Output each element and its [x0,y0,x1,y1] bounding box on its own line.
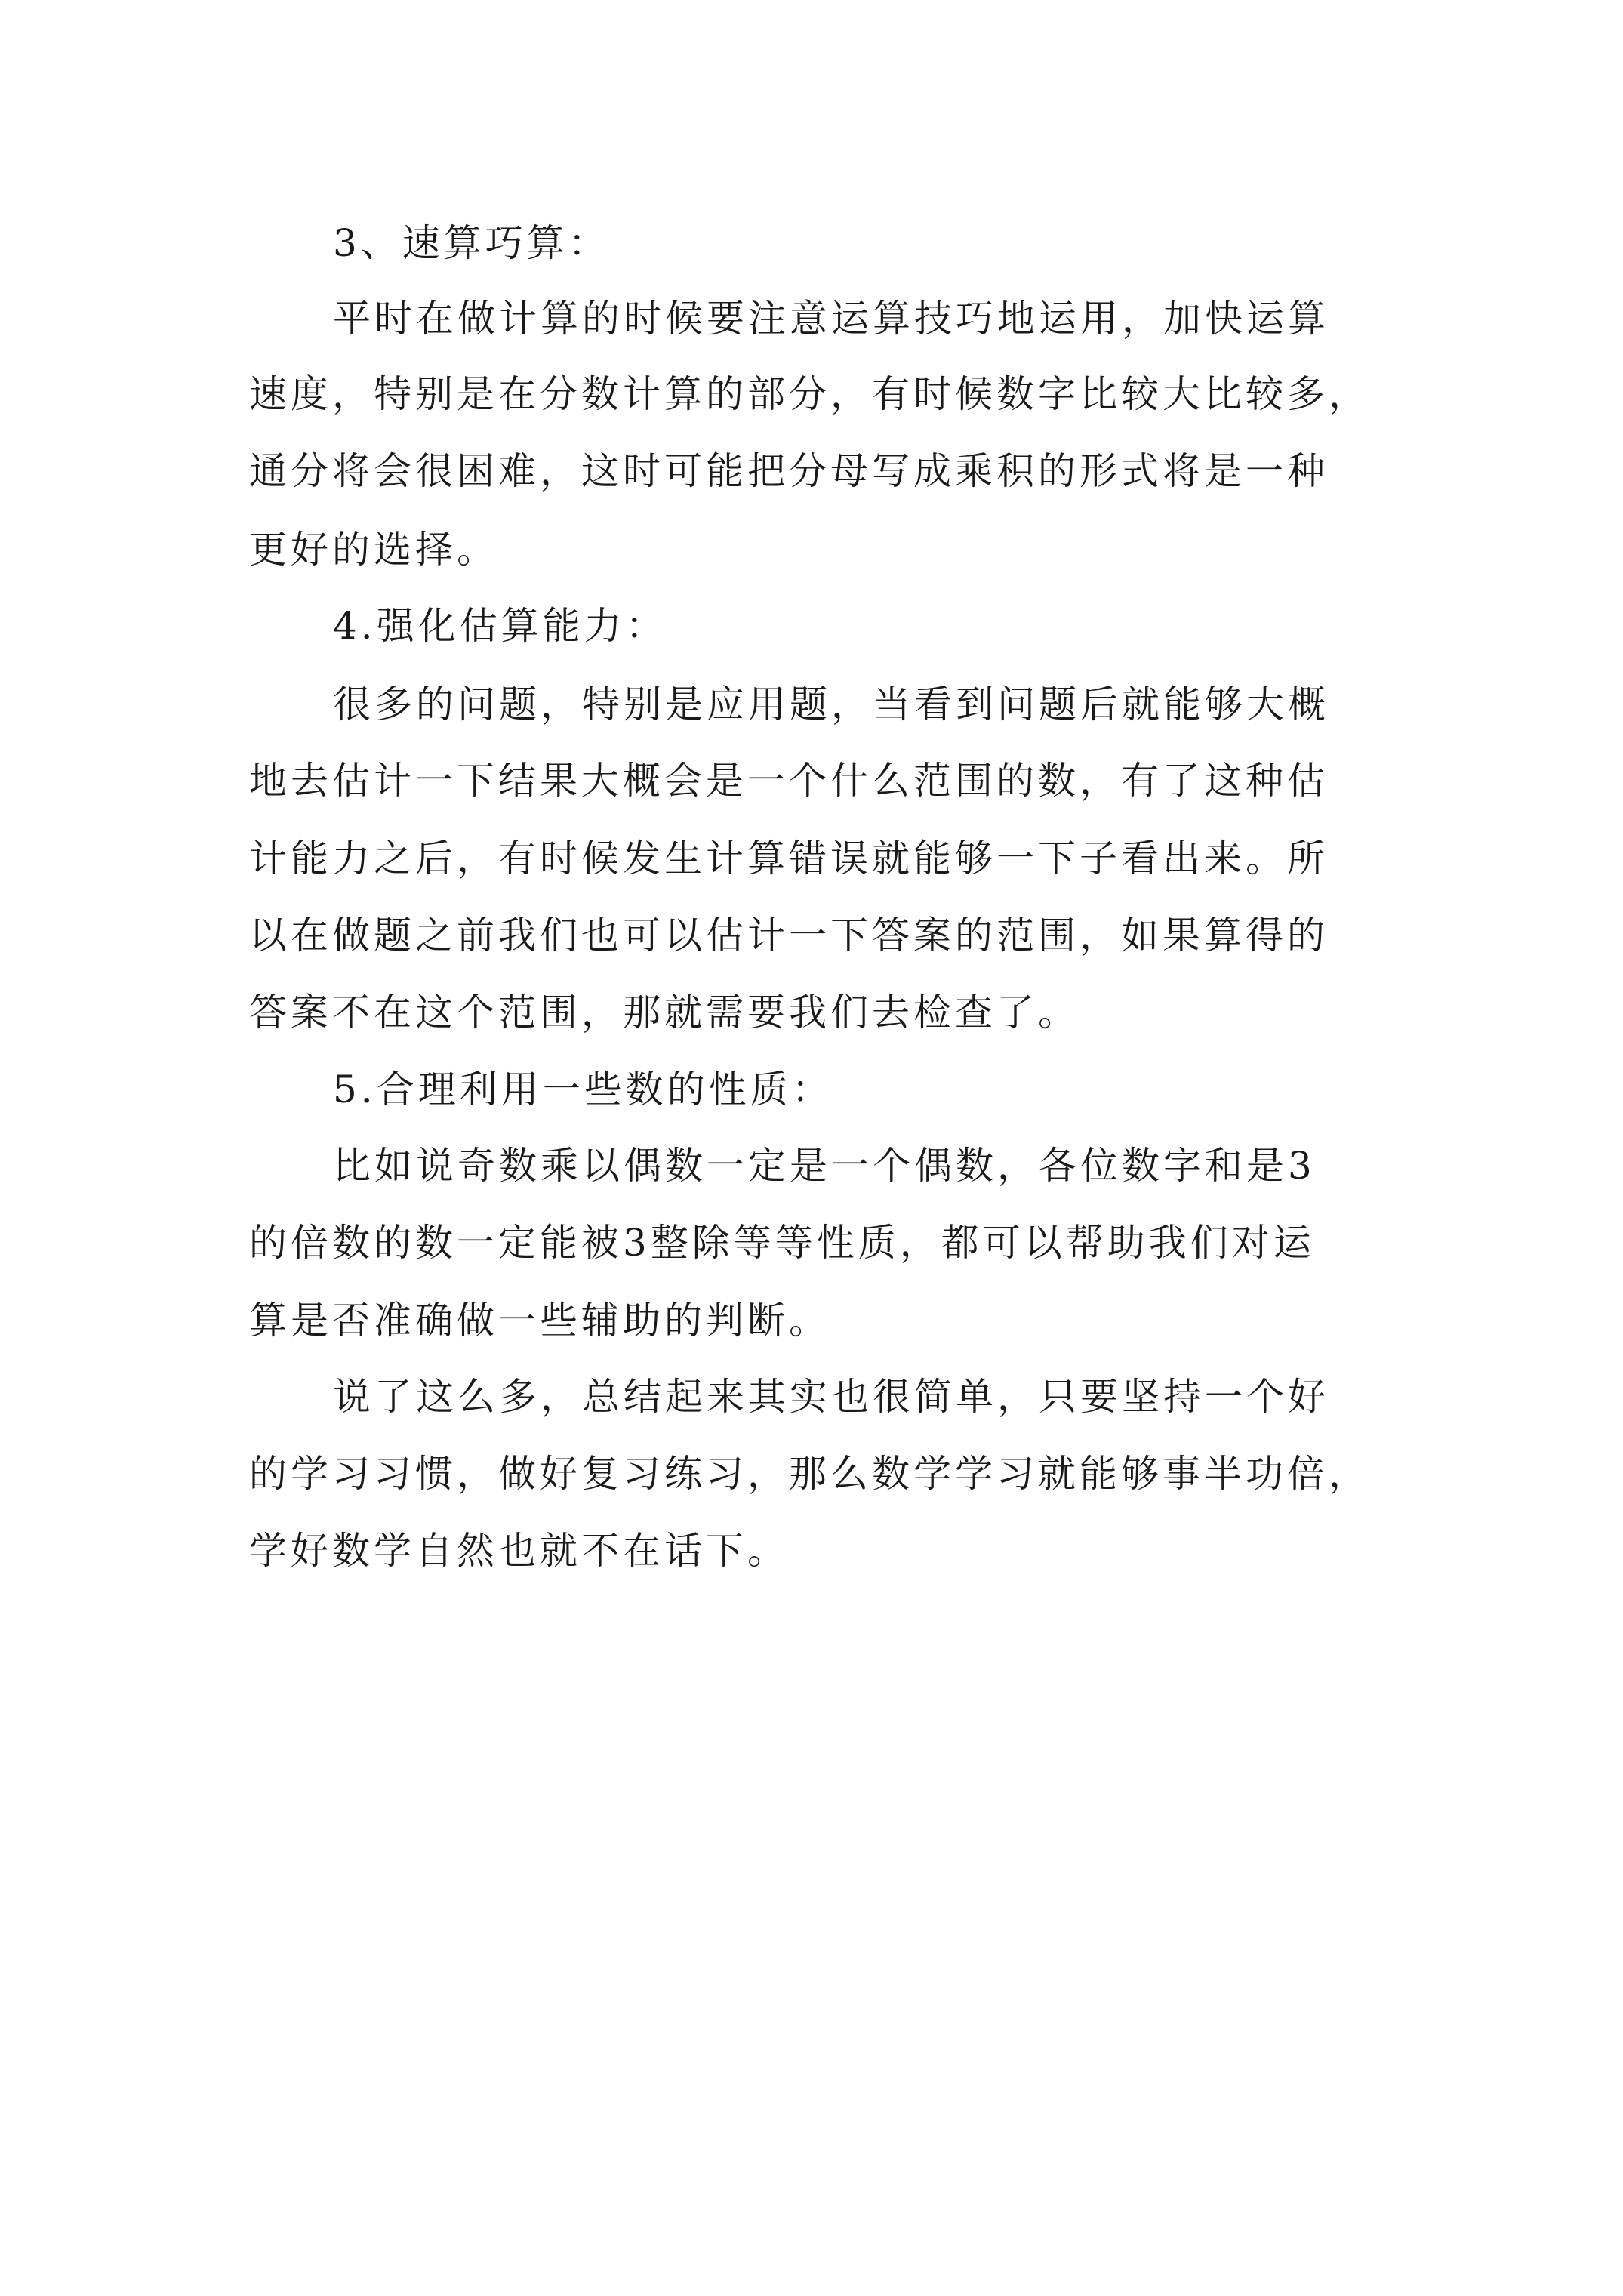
paragraph-line: 的学习习惯，做好复习练习，那么数学学习就能够事半功倍， [249,1452,1370,1496]
paragraph-line: 的倍数的数一定能被3整除等等性质，都可以帮助我们对运 [249,1221,1315,1265]
paragraph-line: 更好的选择。 [249,528,498,572]
paragraph-line: 算是否准确做一些辅助的判断。 [249,1299,830,1342]
section-heading: 4.强化估算能力： [333,604,667,648]
paragraph-line: 说了这么多，总结起来其实也很简单，只要坚持一个好 [333,1375,1329,1419]
paragraph-line: 平时在做计算的时候要注意运算技巧地运用，加快运算 [333,297,1329,341]
paragraph-line: 速度，特别是在分数计算的部分，有时候数字比较大比较多， [249,372,1370,416]
paragraph-line: 通分将会很困难，这时可能把分母写成乘积的形式将是一种 [249,449,1329,493]
paragraph-line: 以在做题之前我们也可以估计一下答案的范围，如果算得的 [249,914,1329,957]
paragraph-line: 答案不在这个范围，那就需要我们去检查了。 [249,991,1079,1034]
paragraph-line: 比如说奇数乘以偶数一定是一个偶数，各位数字和是3 [333,1144,1316,1188]
paragraph-line: 学好数学自然也就不在话下。 [249,1529,789,1573]
paragraph-line: 计能力之后，有时候发生计算错误就能够一下子看出来。所 [249,837,1329,880]
section-heading: 3、速算巧算： [333,221,610,265]
paragraph-line: 很多的问题，特别是应用题，当看到问题后就能够大概 [333,683,1329,726]
paragraph-line: 地去估计一下结果大概会是一个什么范围的数，有了这种估 [249,759,1329,803]
section-heading: 5.合理利用一些数的性质： [333,1068,833,1111]
